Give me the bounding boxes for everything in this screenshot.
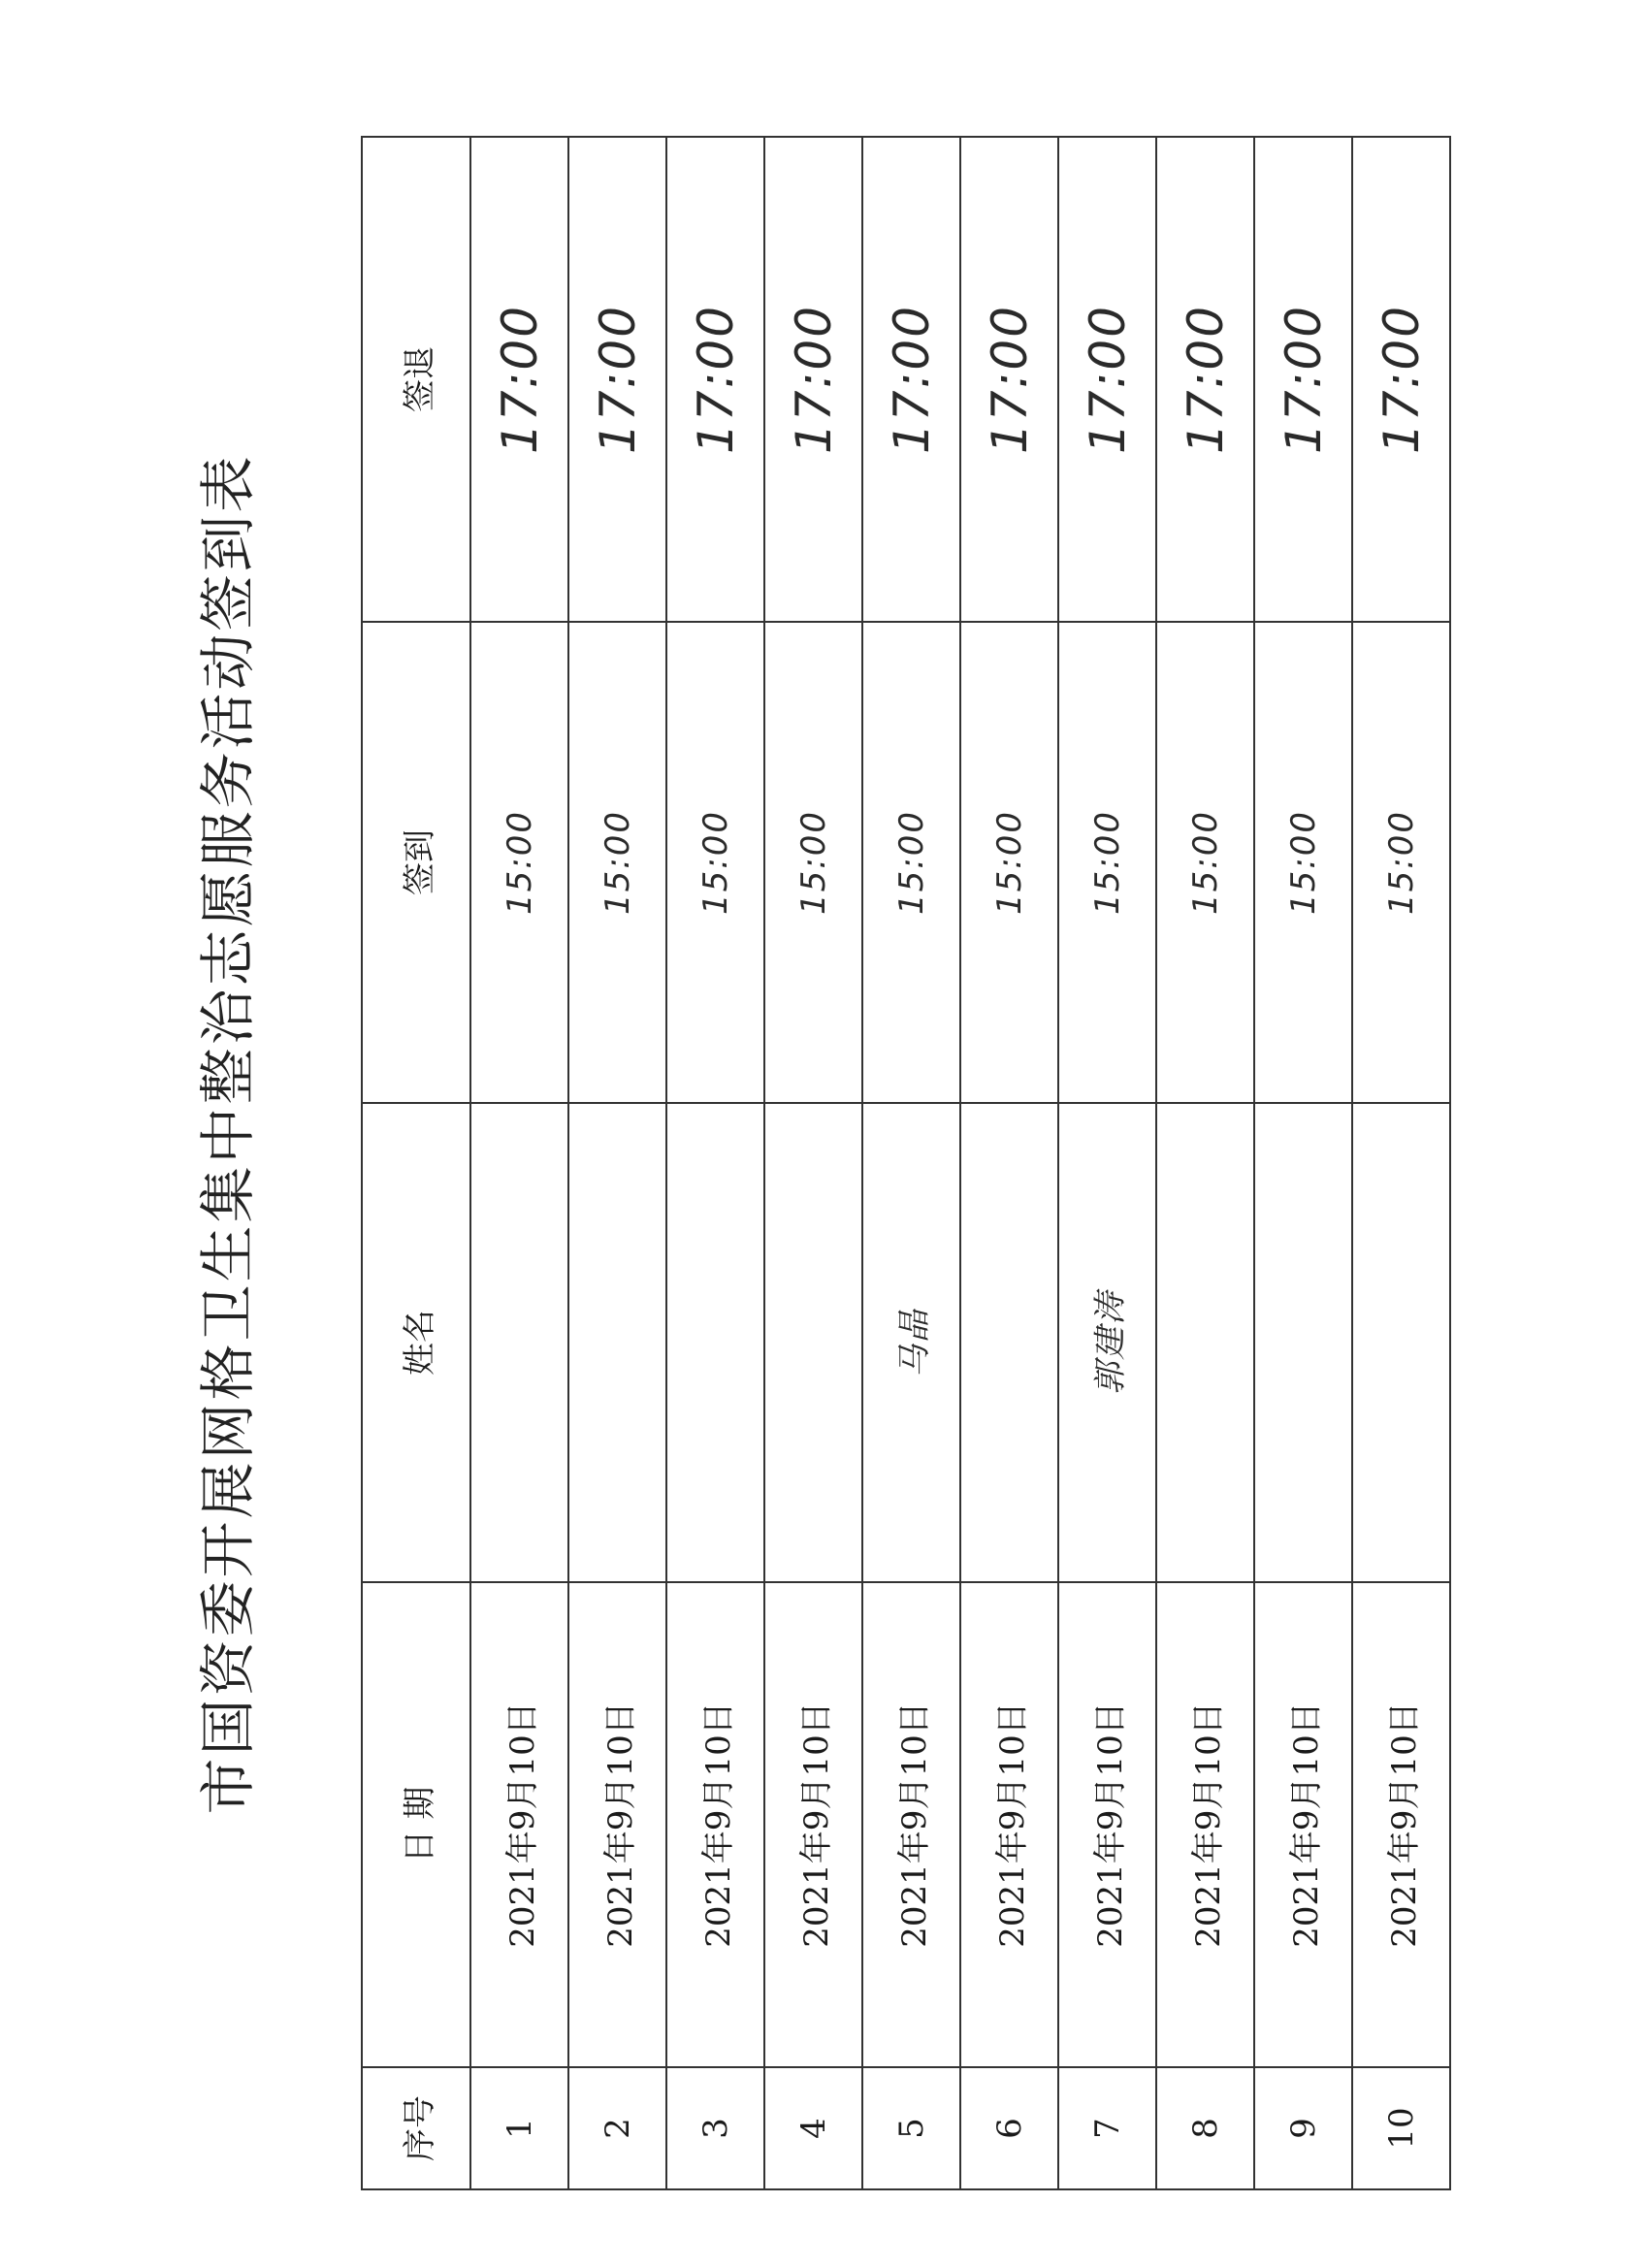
cell-name: 郭建涛 [1058,1103,1156,1582]
cell-date: 2021年9月10日 [1352,1582,1450,2067]
page-title: 市国资委开展网格卫生集中整治志愿服务活动签到表 [195,453,261,1815]
cell-name: 马晶 [862,1103,960,1582]
cell-date: 2021年9月10日 [764,1582,862,2067]
table-row [862,137,960,2189]
cell-seq: 9 [1254,2067,1352,2189]
cell-date: 2021年9月10日 [1058,1582,1156,2067]
cell-sign-in: 15:00 [1156,622,1254,1103]
cell-date: 2021年9月10日 [862,1582,960,2067]
sign-in-table [361,136,1451,2190]
table-row [470,137,568,2189]
cell-name [764,1103,862,1582]
cell-sign-out: 17:00 [1156,137,1254,622]
cell-sign-out: 17:00 [862,137,960,622]
cell-sign-in: 15:00 [960,622,1058,1103]
cell-name [960,1103,1058,1582]
cell-sign-in: 15:00 [764,622,862,1103]
header-name: 姓名 [362,1103,470,1582]
cell-sign-in: 15:00 [1352,622,1450,1103]
header-seq: 序号 [362,2067,470,2189]
cell-sign-out: 17:00 [764,137,862,622]
table-row [764,137,862,2189]
cell-sign-in: 15:00 [1058,622,1156,1103]
table-row [568,137,666,2189]
cell-sign-out: 17:00 [1254,137,1352,622]
cell-seq: 7 [1058,2067,1156,2189]
cell-sign-out: 17:00 [1058,137,1156,622]
cell-name [1352,1103,1450,1582]
header-sign-out: 签退 [362,137,470,622]
cell-name [470,1103,568,1582]
cell-sign-in: 15:00 [1254,622,1352,1103]
cell-seq: 1 [470,2067,568,2189]
cell-seq: 4 [764,2067,862,2189]
header-sign-in: 签到 [362,622,470,1103]
header-date: 日 期 [362,1582,470,2067]
cell-seq: 3 [666,2067,764,2189]
cell-sign-in: 15:00 [666,622,764,1103]
cell-seq: 2 [568,2067,666,2189]
cell-seq: 8 [1156,2067,1254,2189]
cell-name [1254,1103,1352,1582]
table-row [960,137,1058,2189]
cell-sign-out: 17:00 [666,137,764,622]
cell-sign-in: 15:00 [470,622,568,1103]
cell-name [1156,1103,1254,1582]
cell-seq: 5 [862,2067,960,2189]
cell-date: 2021年9月10日 [666,1582,764,2067]
table-row [666,137,764,2189]
cell-date: 2021年9月10日 [1254,1582,1352,2067]
cell-name [666,1103,764,1582]
table-row [1254,137,1352,2189]
cell-date: 2021年9月10日 [960,1582,1058,2067]
table-row [1352,137,1450,2189]
table-row [1058,137,1156,2189]
cell-sign-out: 17:00 [960,137,1058,622]
cell-date: 2021年9月10日 [470,1582,568,2067]
cell-date: 2021年9月10日 [1156,1582,1254,2067]
cell-seq: 10 [1352,2067,1450,2189]
cell-sign-out: 17:00 [568,137,666,622]
table-header-row [362,137,470,2189]
table-row [1156,137,1254,2189]
cell-sign-in: 15:00 [568,622,666,1103]
cell-sign-out: 17:00 [1352,137,1450,622]
cell-name [568,1103,666,1582]
cell-sign-out: 17:00 [470,137,568,622]
cell-sign-in: 15:00 [862,622,960,1103]
cell-date: 2021年9月10日 [568,1582,666,2067]
cell-seq: 6 [960,2067,1058,2189]
